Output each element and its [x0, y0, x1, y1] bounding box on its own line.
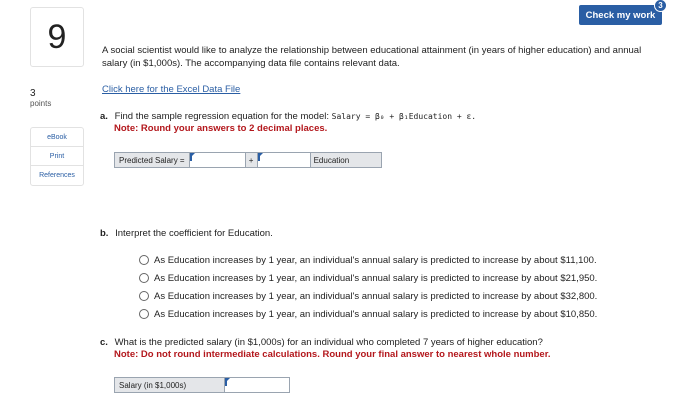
- check-my-work-label: Check my work: [585, 9, 656, 21]
- radio-button[interactable]: [139, 255, 149, 265]
- points-value: 3: [30, 88, 36, 99]
- option-label: As Education increases by 1 year, an individual's annual salary is predicted to increase by about $10,850.: [154, 308, 598, 320]
- salary-label: Salary (in $1,000s): [115, 378, 225, 392]
- part-c-text: What is the predicted salary (in $1,000s) for an individual who completed 7 years of higher education?: [114, 337, 543, 348]
- part-a-prompt: [100, 110, 476, 123]
- check-my-work-button[interactable]: [579, 5, 662, 25]
- part-c-letter: c.: [100, 337, 108, 348]
- option-row[interactable]: [139, 251, 597, 269]
- option-row[interactable]: [139, 287, 597, 305]
- flag-icon: [190, 153, 192, 161]
- part-a-text: Find the sample regression equation for the model:: [114, 111, 329, 122]
- print-link[interactable]: Print: [31, 147, 83, 166]
- question-number: 9: [30, 7, 84, 67]
- plus-sign: +: [246, 153, 258, 167]
- predicted-salary-row: [114, 377, 290, 393]
- part-b-prompt: [100, 228, 273, 239]
- option-label: As Education increases by 1 year, an individual's annual salary is predicted to increase by about $11,100.: [154, 254, 597, 266]
- part-c-prompt: [100, 336, 543, 349]
- flag-icon: [258, 153, 260, 161]
- points-label: points: [30, 99, 52, 108]
- references-link[interactable]: References: [39, 172, 75, 179]
- resource-links: [30, 127, 84, 186]
- radio-button[interactable]: [139, 273, 149, 283]
- option-row[interactable]: [139, 269, 597, 287]
- part-a-note: Note: Round your answers to 2 decimal places.: [114, 123, 328, 134]
- part-b-letter: b.: [100, 228, 109, 239]
- radio-button[interactable]: [139, 291, 149, 301]
- slope-input[interactable]: [258, 153, 311, 167]
- salary-input[interactable]: [225, 378, 289, 392]
- question-intro: A social scientist would like to analyze the relationship between educational attainment (in years of higher education) and annual salary (in $1,000s). The accompanying data file contains relevant data.: [102, 45, 642, 69]
- part-a-letter: a.: [100, 111, 108, 122]
- intercept-input[interactable]: [190, 153, 246, 167]
- predicted-salary-label: Predicted Salary =: [115, 153, 190, 167]
- part-b-text: Interpret the coefficient for Education.: [115, 228, 273, 239]
- excel-data-link[interactable]: Click here for the Excel Data File: [102, 84, 241, 95]
- flag-icon: [225, 378, 227, 386]
- part-c-note: Note: Do not round intermediate calculations. Round your final answer to nearest whole number.: [114, 349, 551, 360]
- option-row[interactable]: [139, 305, 597, 323]
- attempts-badge: 3: [654, 0, 667, 12]
- part-a-model: Salary = β₀ + β₁Education + ε.: [331, 112, 477, 121]
- ebook-link[interactable]: eBook: [31, 128, 83, 147]
- education-label: Education: [311, 153, 381, 167]
- radio-button[interactable]: [139, 309, 149, 319]
- part-b-options: [139, 251, 597, 323]
- option-label: As Education increases by 1 year, an individual's annual salary is predicted to increase by about $21,950.: [154, 272, 598, 284]
- option-label: As Education increases by 1 year, an individual's annual salary is predicted to increase by about $32,800.: [154, 290, 598, 302]
- regression-equation-row: [114, 152, 382, 168]
